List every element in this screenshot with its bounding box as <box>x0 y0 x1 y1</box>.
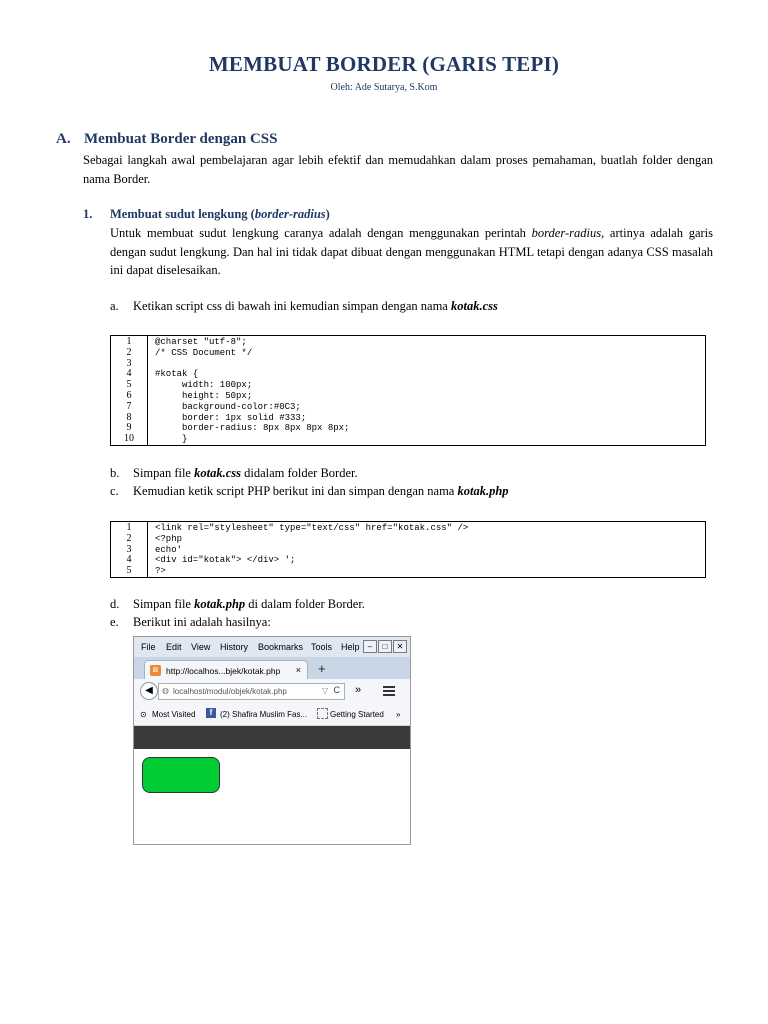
step-file: kotak.php <box>457 484 509 498</box>
line-number: 4 <box>126 554 132 566</box>
step-file: kotak.php <box>194 597 246 611</box>
dark-header-bar <box>134 726 410 749</box>
reload-icon[interactable]: C <box>333 685 340 695</box>
bookmark-getting-started[interactable]: Getting Started <box>330 710 384 719</box>
step-d <box>110 595 365 613</box>
facebook-icon: f <box>206 708 216 718</box>
step-file: kotak.css <box>194 466 241 480</box>
step-suffix: di dalam folder Border. <box>245 597 365 611</box>
overflow-chevron-icon[interactable]: » <box>355 684 362 696</box>
bookmark-facebook[interactable]: (2) Shafira Muslim Fas... <box>220 710 308 719</box>
line-numbers <box>111 336 148 445</box>
para-part2: , artinya adalah garis dengan sudut lengkung. Dan hal ini tidak dapat dibuat dengan menggunakan HTML tetapi dengan adanya CSS masalah ini dapat diselesaikan. <box>110 226 714 277</box>
step-a <box>110 297 498 315</box>
line-number: 4 <box>126 368 132 380</box>
section-title: Membuat Border dengan CSS <box>84 131 278 147</box>
window-controls <box>363 640 407 653</box>
menu-file[interactable]: File <box>141 642 156 652</box>
code-line: } <box>155 434 188 445</box>
step-text: Ketikan script css di bawah ini kemudian simpan dengan nama <box>133 299 451 313</box>
tab-title: http://localhos...bjek/kotak.php <box>166 666 281 676</box>
browser-screenshot <box>133 636 411 845</box>
code-line: <link rel="stylesheet" type="text/css" href="kotak.css" /> <box>155 523 469 533</box>
line-number: 5 <box>126 565 132 577</box>
step-letter: c. <box>110 484 119 498</box>
line-number: 3 <box>126 543 132 555</box>
code-line: border-radius: 8px 8px 8px 8px; <box>155 423 350 434</box>
css-code-block <box>110 335 706 446</box>
line-number: 7 <box>126 400 132 412</box>
bookmarks-bar <box>134 703 410 726</box>
intro-paragraph: Sebagai langkah awal pembelajaran agar lebih efektif dan memudahkan dalam proses pemahaman, buatlah folder dengan nama Border. <box>83 153 713 186</box>
page-title: MEMBUAT BORDER (GARIS TEPI) <box>208 52 560 76</box>
code-line: #kotak { <box>155 369 199 380</box>
code-line: ?> <box>155 566 166 577</box>
getting-started-icon <box>317 708 328 719</box>
line-number: 9 <box>126 422 132 434</box>
menu-icon[interactable] <box>383 686 395 698</box>
step-letter: b. <box>110 466 120 480</box>
menu-bookmarks[interactable]: Bookmarks <box>258 642 304 652</box>
back-button[interactable]: ◀ <box>140 682 158 700</box>
subsection-heading-1 <box>83 207 330 222</box>
step-text: Simpan file <box>133 597 195 611</box>
tab-bar <box>134 657 410 679</box>
url-dropdown-icon[interactable]: ▽ <box>321 686 328 695</box>
code-line: <div id="kotak"> </div> '; <box>155 555 296 566</box>
rounded-green-box <box>142 757 220 793</box>
globe-icon: ◍ <box>162 686 169 695</box>
line-number: 2 <box>126 532 132 544</box>
step-text: Berikut ini adalah hasilnya: <box>133 615 271 629</box>
new-tab-button[interactable]: + <box>318 661 326 676</box>
minimize-button[interactable]: – <box>363 640 377 653</box>
step-suffix: didalam folder Border. <box>240 466 358 480</box>
url-text: localhost/modul/objek/kotak.php <box>173 687 287 696</box>
code-line: border: 1px solid #333; <box>155 412 307 423</box>
step-c <box>110 482 509 500</box>
subsection-title-suffix: ) <box>325 207 330 221</box>
line-number: 2 <box>126 346 132 358</box>
close-tab-icon[interactable]: × <box>295 665 301 675</box>
line-number: 5 <box>126 379 132 391</box>
section-heading-a <box>56 131 278 148</box>
bookmarks-more-icon[interactable]: » <box>396 710 401 719</box>
menu-bar <box>134 637 410 657</box>
line-number: 3 <box>126 357 132 369</box>
step-b <box>110 464 358 482</box>
code-line: /* CSS Document */ <box>155 347 253 358</box>
line-numbers <box>111 522 148 577</box>
menu-tools[interactable]: Tools <box>311 642 333 652</box>
step-text: Simpan file <box>133 466 195 480</box>
menu-edit[interactable]: Edit <box>166 642 182 652</box>
subsection-title-term: border-radius <box>254 207 326 221</box>
step-letter: e. <box>110 615 119 629</box>
line-number: 6 <box>126 389 132 401</box>
code-line: echo' <box>155 544 183 555</box>
author-line: Oleh: Ade Sutarya, S.Kom <box>330 82 438 93</box>
tab-active[interactable] <box>144 660 308 680</box>
page-content <box>134 749 410 844</box>
section-letter: A. <box>56 131 71 147</box>
step-letter: d. <box>110 597 120 611</box>
nav-bar <box>134 679 410 703</box>
most-visited-icon: ⊙ <box>140 710 147 719</box>
line-number: 8 <box>126 411 132 423</box>
code-line: height: 50px; <box>155 390 253 401</box>
bookmark-most-visited[interactable]: Most Visited <box>152 710 196 719</box>
maximize-button[interactable]: □ <box>378 640 392 653</box>
code-line <box>155 359 349 370</box>
close-window-button[interactable]: ✕ <box>393 640 407 653</box>
code-line: <?php <box>155 533 183 544</box>
step-letter: a. <box>110 299 119 313</box>
line-number: 1 <box>126 336 132 347</box>
subsection-title-prefix: Membuat sudut lengkung ( <box>110 207 255 221</box>
step-e <box>110 613 271 631</box>
menu-history[interactable]: History <box>220 642 249 652</box>
para-term: border-radius <box>531 226 602 240</box>
php-code-block <box>110 521 706 578</box>
step-text: Kemudian ketik script PHP berikut ini dan simpan dengan nama <box>133 484 458 498</box>
code-line: background-color:#0C3; <box>155 401 301 412</box>
para-part1: Untuk membuat sudut lengkung caranya adalah dengan menggunakan perintah <box>110 226 532 240</box>
url-bar[interactable] <box>158 683 345 700</box>
step-file: kotak.css <box>450 299 498 313</box>
menu-help[interactable]: Help <box>341 642 360 652</box>
page-icon: ⊠ <box>150 665 161 676</box>
code-line: width: 100px; <box>155 380 253 391</box>
subsection-number: 1. <box>83 207 93 221</box>
menu-view[interactable]: View <box>191 642 211 652</box>
line-number: 10 <box>124 433 134 445</box>
subsection-paragraph <box>110 224 713 280</box>
code-line: @charset "utf-8"; <box>155 337 247 347</box>
code-lines <box>148 336 349 445</box>
line-number: 1 <box>126 522 132 533</box>
code-lines <box>148 522 468 577</box>
